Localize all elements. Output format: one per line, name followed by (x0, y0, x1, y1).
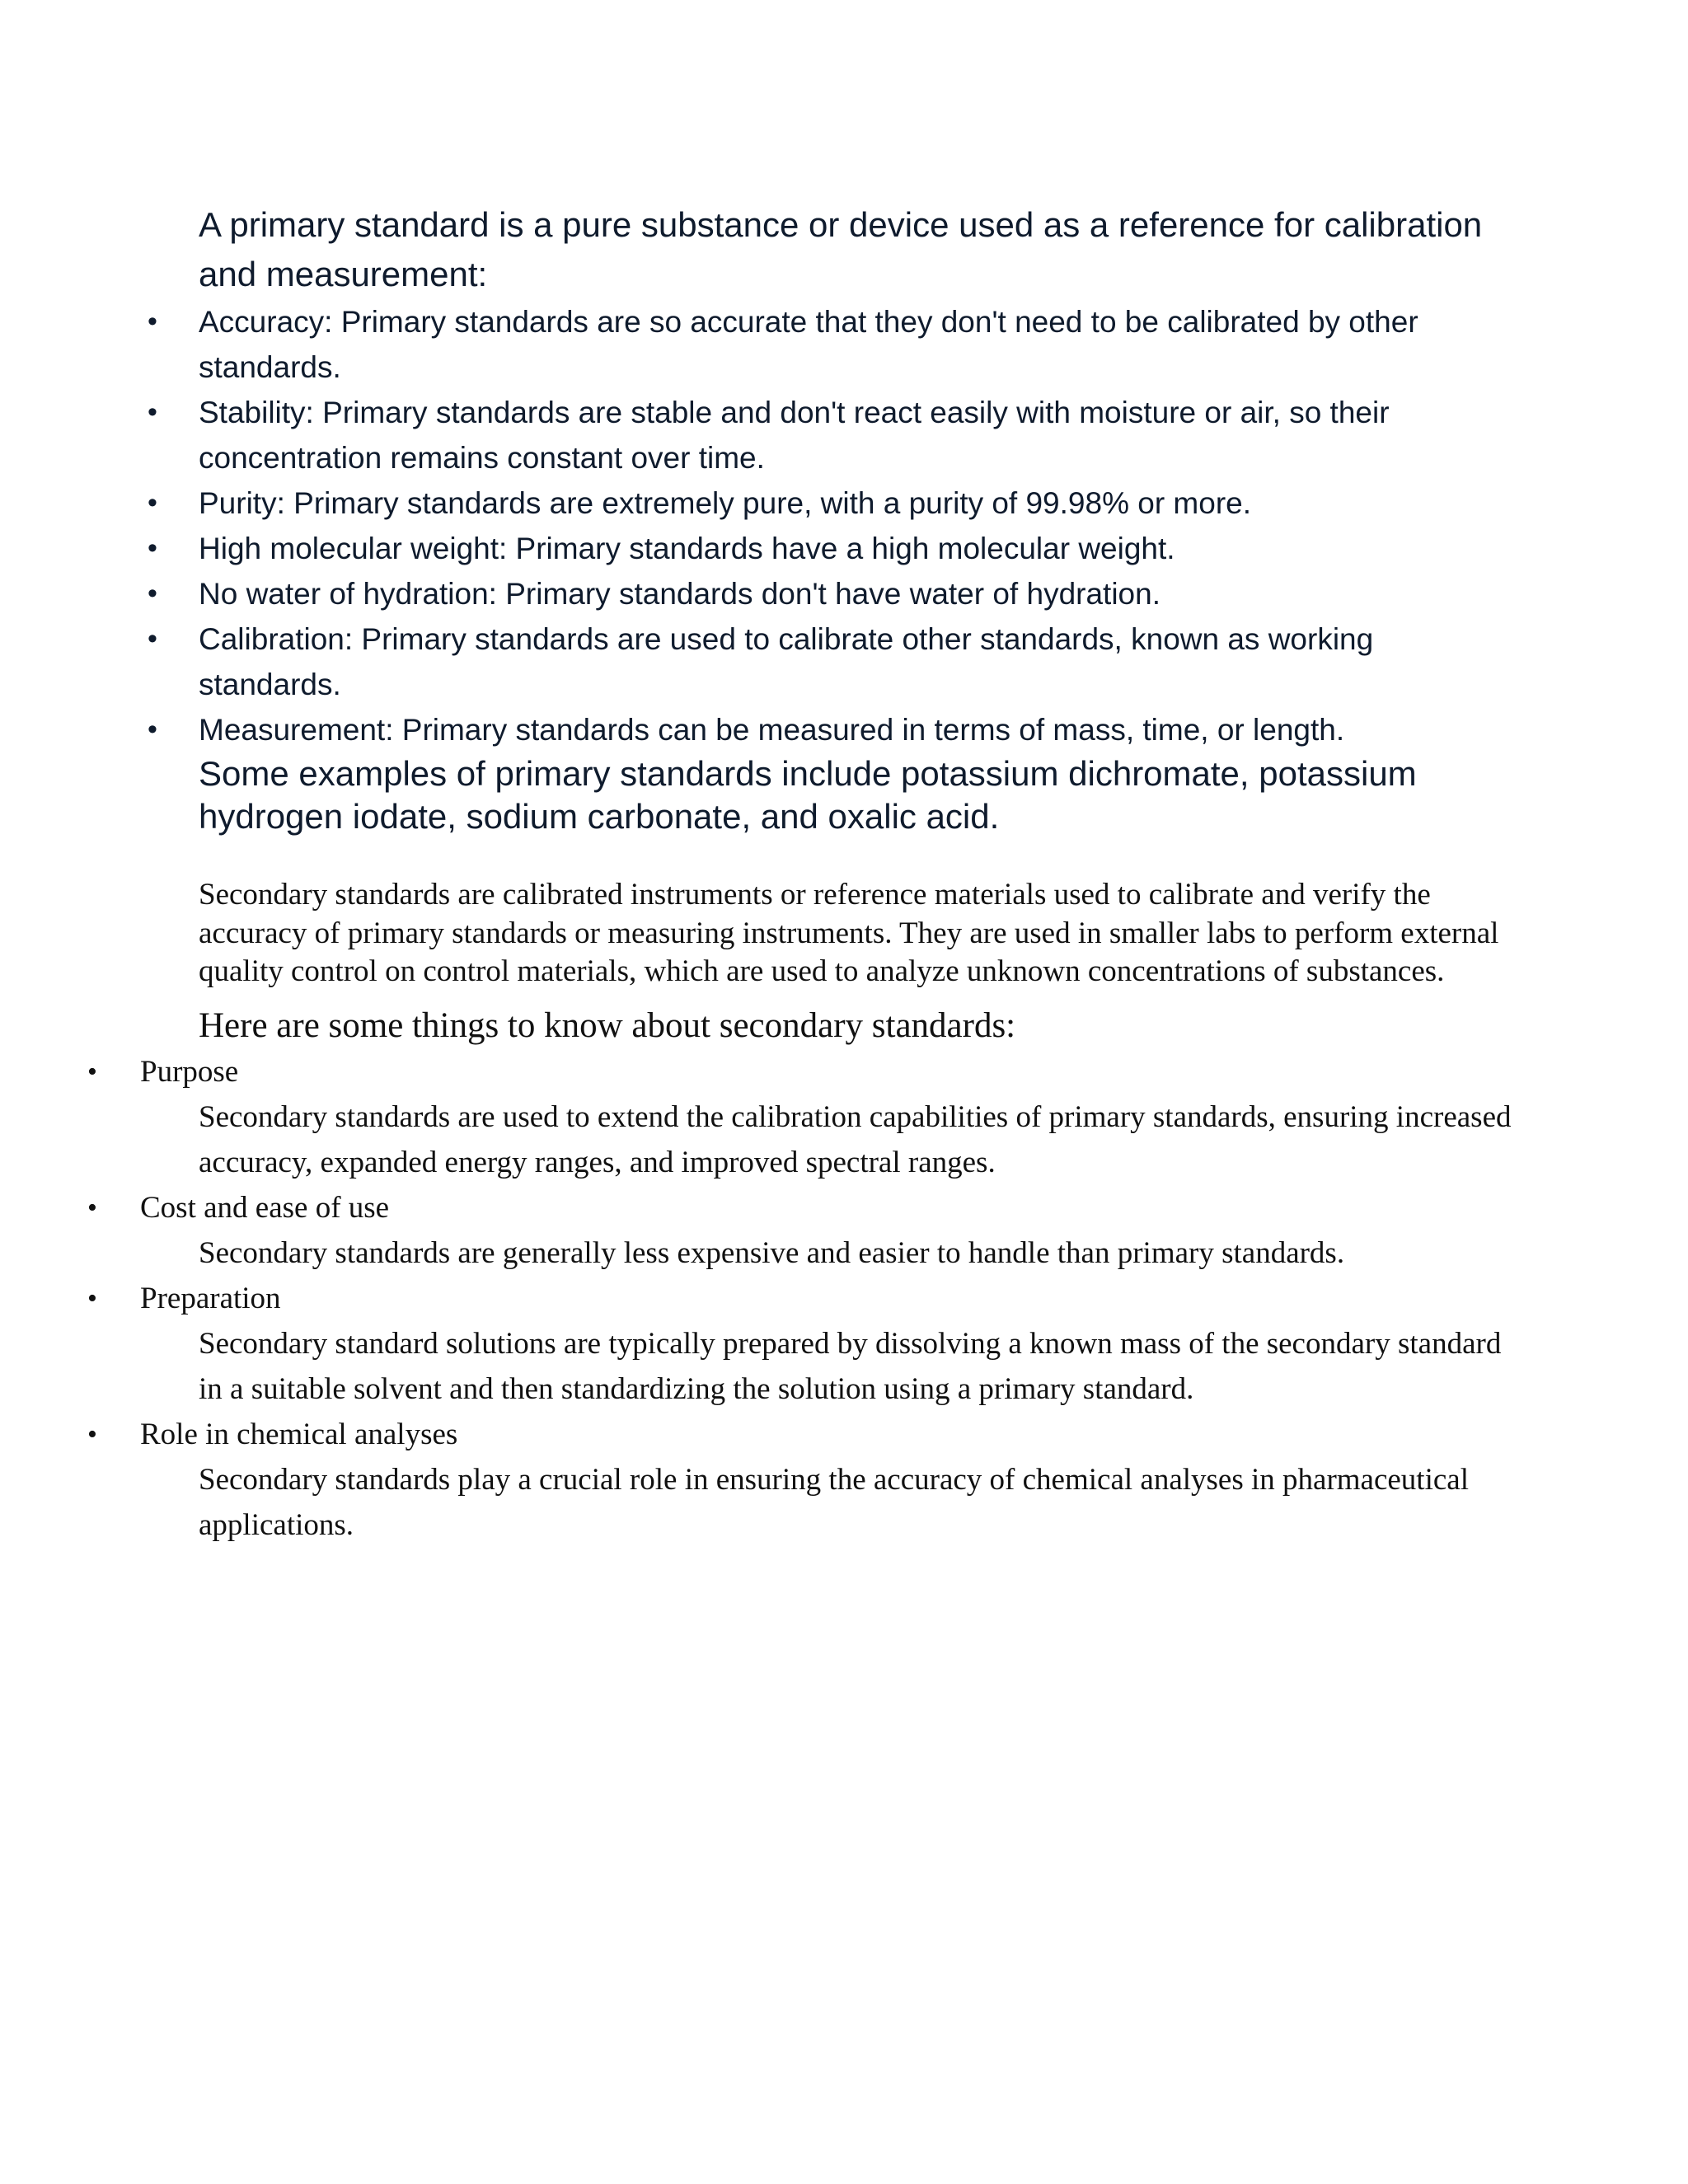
list-item-water-of-hydration (148, 571, 1517, 616)
secondary-intro: Secondary standards are calibrated instruments or reference materials used to calibrate and verify the accuracy of primary standards or measuring instruments. They are used in smaller labs to perform external quality control on control materials, which are used to analyze unknown concentrations of substances. (199, 878, 1499, 988)
list-item-text: High molecular weight: Primary standards have a high molecular weight. (199, 532, 1175, 565)
list-item-molecular-weight (148, 526, 1517, 571)
list-item-text: Stability: Primary standards are stable and don't react easily with moisture or air, so their concentration remains constant over time. (199, 396, 1390, 475)
item-description: Secondary standard solutions are typically prepared by dissolving a known mass of the secondary standard in a suitable solvent and then standardizing the solution using a primary standard. (199, 1326, 1502, 1406)
list-item-text: Measurement: Primary standards can be measured in terms of mass, time, or length. (199, 713, 1345, 747)
item-title: Purpose (140, 1054, 239, 1089)
list-item-purpose (0, 1049, 1688, 1185)
list-item-measurement (148, 707, 1517, 752)
bullet-icon: • (148, 623, 157, 654)
item-title: Role in chemical analyses (140, 1417, 458, 1451)
list-item-text: Purity: Primary standards are extremely pure, with a purity of 99.98% or more. (199, 486, 1252, 520)
secondary-facts-list (0, 1049, 1688, 1548)
primary-examples: Some examples of primary standards include potassium dichromate, potassium hydrogen iodate, sodium carbonate, and oxalic acid. (199, 754, 1417, 836)
bullet-icon: • (148, 487, 157, 518)
list-item-role (0, 1412, 1688, 1548)
list-item-calibration (148, 616, 1517, 707)
list-item-stability (148, 390, 1517, 480)
item-title: Cost and ease of use (140, 1190, 390, 1225)
bullet-icon: • (148, 578, 157, 609)
bullet-icon: • (87, 1192, 97, 1223)
bullet-icon: • (87, 1282, 97, 1314)
list-item-cost (0, 1185, 1688, 1276)
bullet-icon: • (148, 306, 157, 337)
item-description: Secondary standards are generally less expensive and easier to handle than primary standards. (199, 1235, 1345, 1270)
list-item-purity (148, 480, 1517, 526)
list-item-text: Accuracy: Primary standards are so accurate that they don't need to be calibrated by other standards. (199, 305, 1418, 384)
bullet-icon: • (148, 396, 157, 428)
primary-properties-list (148, 299, 1517, 752)
item-title: Preparation (140, 1281, 281, 1315)
item-description: Secondary standards play a crucial role in ensuring the accuracy of chemical analyses in pharmaceutical applications. (199, 1462, 1469, 1542)
bullet-icon: • (148, 532, 157, 564)
primary-standards-section (148, 200, 1517, 838)
secondary-standards-section (0, 876, 1688, 1548)
list-item-text: No water of hydration: Primary standards don't have water of hydration. (199, 577, 1160, 611)
bullet-icon: • (87, 1056, 97, 1087)
list-item-accuracy (148, 299, 1517, 390)
primary-intro: A primary standard is a pure substance or device used as a reference for calibration and measurement: (199, 205, 1483, 293)
list-item-preparation (0, 1276, 1688, 1412)
secondary-heading: Here are some things to know about secondary standards: (199, 1005, 1016, 1045)
list-item-text: Calibration: Primary standards are used to calibrate other standards, known as working standards. (199, 622, 1374, 701)
item-description: Secondary standards are used to extend the calibration capabilities of primary standards, ensuring increased accuracy, expanded energy ranges, and improved spectral ranges. (199, 1099, 1512, 1179)
bullet-icon: • (148, 714, 157, 745)
bullet-icon: • (87, 1418, 97, 1450)
